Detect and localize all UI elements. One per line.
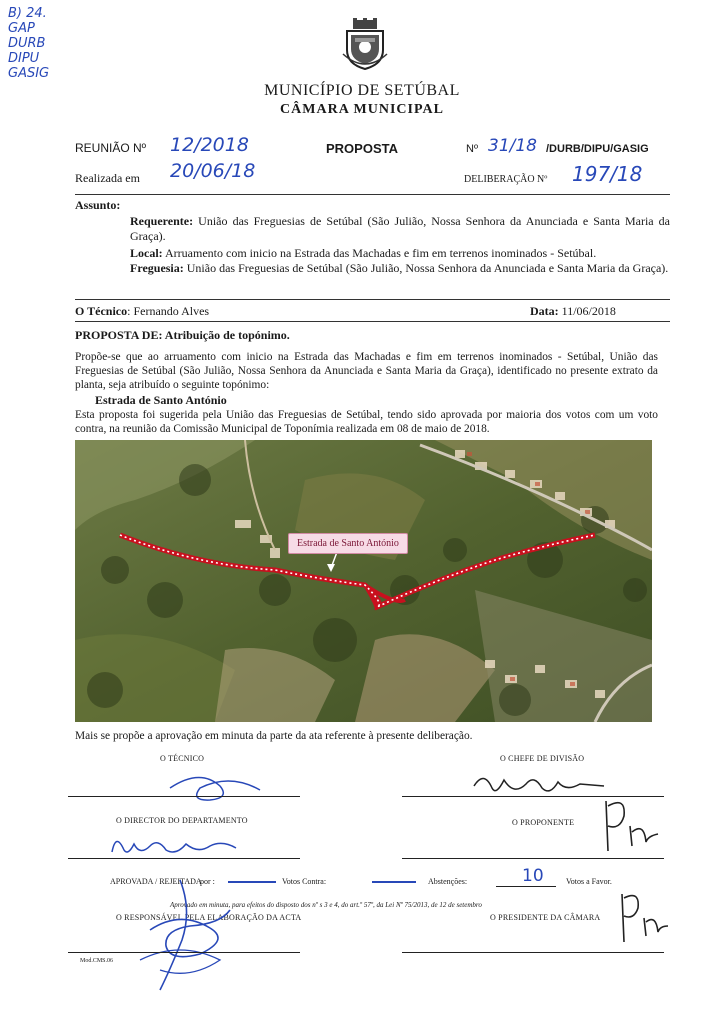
- divider: [75, 194, 670, 195]
- assunto-block: [130, 214, 670, 276]
- council-title: CÂMARA MUNICIPAL: [280, 102, 444, 117]
- requerente-label: Requerente:: [130, 214, 194, 228]
- sig-presidente-label: O PRESIDENTE DA CÂMARA: [490, 913, 601, 922]
- votes-favor-line: [496, 886, 556, 887]
- margin-note-line: DURB: [8, 36, 46, 51]
- proposta-heading: PROPOSTA DE: Atribuição de topónimo.: [75, 328, 290, 342]
- tecnico-name: : Fernando Alves: [127, 304, 210, 318]
- proposta-para2: Esta proposta foi sugerida pela União das Freguesias de Setúbal, tendo sido aprovada por maioria dos votos com um voto contra, na reunião da Comissão Municipal de Toponímia realizada em 08 de maio de 2018.: [75, 409, 658, 435]
- local-text: Arruamento com inicio na Estrada das Machadas e fim em terrenos inominados - Setúbal.: [165, 246, 597, 260]
- data-value: 11/06/2018: [561, 304, 616, 318]
- no-suffix: /DURB/DIPU/GASIG: [546, 143, 649, 155]
- votes-por: por :: [200, 877, 215, 886]
- director-signature: [106, 826, 246, 862]
- sig-line: [402, 858, 664, 859]
- margin-note-line: B) 24.: [8, 6, 47, 21]
- form-code: Mod.CMS.06: [80, 958, 114, 964]
- sig-chefe-label: O CHEFE DE DIVISÃO: [500, 754, 585, 763]
- sig-line: [68, 796, 300, 797]
- requerente-text: União das Freguesias de Setúbal (São Julião, Nossa Senhora da Anunciada e Santa Maria da Graça).: [130, 214, 671, 243]
- deliberacao-label: DELIBERAÇÃO Nº: [464, 174, 548, 185]
- sig-director-label: O DIRECTOR DO DEPARTAMENTO: [116, 816, 248, 825]
- proponente-signature: [596, 796, 666, 856]
- margin-note-line: GAP: [8, 21, 35, 36]
- divider: [75, 299, 670, 300]
- proposta-label: PROPOSTA: [326, 141, 398, 156]
- freguesia-text: União das Freguesias de Setúbal (São Julião, Nossa Senhora da Anunciada e Santa Maria da Graça).: [186, 261, 669, 275]
- margin-note-line: GASIG: [8, 66, 50, 81]
- sig-responsavel-label: O RESPONSÁVEL PELA ELABORAÇÃO DA ACTA: [116, 913, 302, 922]
- minuta-note: Aprovado em minuta, para efeitos do disposto dos nº s 3 e 4, do art.º 57º, da Lei Nº 75/2013, de 12 de setembro: [170, 901, 482, 909]
- votes-aprovada: APROVADA / REJEITADA: [110, 877, 202, 886]
- margin-note: [8, 6, 49, 81]
- responsavel-signature: [120, 870, 250, 1010]
- freguesia-label: Freguesia:: [130, 261, 184, 275]
- municipality-title: MUNICÍPIO DE SETÚBAL: [264, 82, 460, 99]
- reuniao-value: 12/2018: [170, 134, 249, 156]
- votes-favor: Votos a Favor.: [566, 877, 612, 886]
- sig-line: [68, 952, 300, 953]
- no-label: Nº: [466, 143, 478, 155]
- sig-line: [402, 952, 664, 953]
- sig-tecnico-label: O TÉCNICO: [160, 754, 205, 763]
- votes-contra-mark: [372, 881, 416, 883]
- divider: [75, 321, 670, 322]
- map-road-label: Estrada de Santo António: [288, 533, 408, 554]
- deliberacao-value: 197/18: [572, 162, 643, 186]
- sig-proponente-label: O PROPONENTE: [512, 818, 575, 827]
- assunto-label: Assunto:: [75, 198, 121, 212]
- coat-of-arms-icon: [341, 18, 389, 75]
- votes-contra: Votos Contra:: [282, 877, 327, 886]
- no-value: 31/18: [488, 136, 537, 156]
- realizada-label: Realizada em: [75, 171, 140, 185]
- sig-line: [68, 858, 300, 859]
- proposta-para1: Propõe-se que ao arruamento com inicio na Estrada das Machadas e fim em terrenos inominados - Setúbal, União das Freguesias de Setúbal (São Julião, Nossa Senhora da Anunciada e Santa Maria da Graça), identificado no presente extrato da planta, seja atribuído o seguinte topónimo:: [75, 351, 658, 391]
- realizada-value: 20/06/18: [170, 160, 256, 182]
- closing-text: Mais se propõe a aprovação em minuta da parte da ata referente à presente deliberação.: [75, 730, 473, 742]
- tecnico-label: O Técnico: [75, 304, 128, 318]
- tecnico-line: [75, 304, 209, 319]
- data-line: [530, 304, 616, 319]
- aerial-map: [75, 440, 652, 722]
- votes-abstencoes: Abstenções:: [428, 877, 468, 886]
- chefe-signature: [470, 766, 610, 807]
- reuniao-label: REUNIÃO Nº: [75, 141, 147, 155]
- toponym: Estrada de Santo António: [95, 393, 227, 407]
- margin-note-line: DIPU: [8, 51, 40, 66]
- data-label: Data:: [530, 304, 559, 318]
- tecnico-signature: [160, 768, 270, 808]
- local-label: Local:: [130, 246, 163, 260]
- votes-favor-value: 10: [522, 866, 544, 886]
- presidente-signature: [612, 890, 672, 946]
